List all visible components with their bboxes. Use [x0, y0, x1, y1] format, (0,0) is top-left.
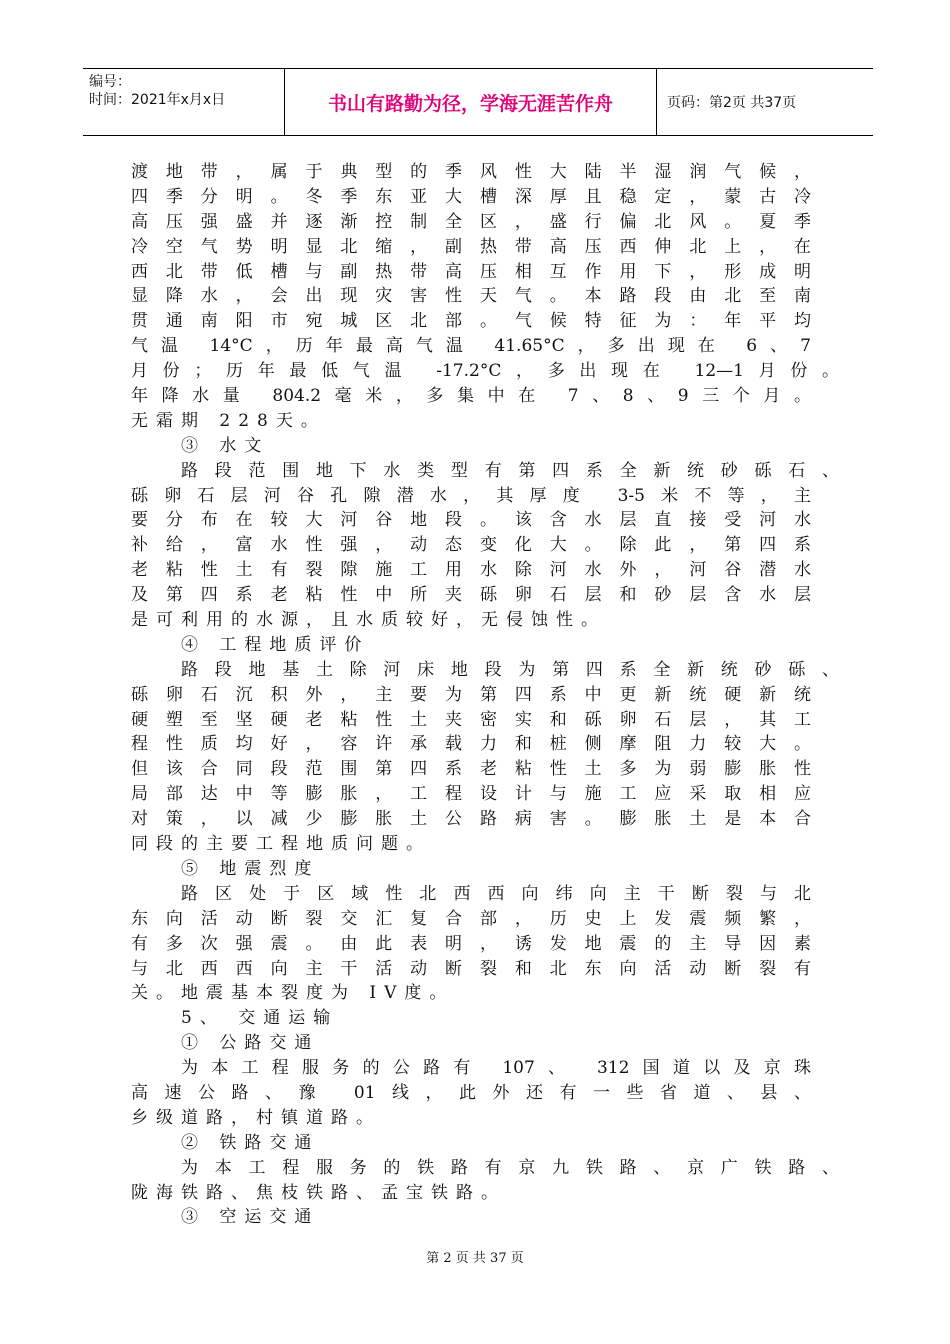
header-info — [83, 69, 285, 135]
text-line: 高速公路、豫 01线，此外还有一些省道、县、 — [131, 1082, 811, 1103]
text-line: 5、 交通运输 — [181, 1008, 339, 1029]
page-header — [83, 68, 873, 136]
text-line: 砾卵石层河谷孔隙潜水，其厚度 3-5米不等，主 — [131, 485, 811, 506]
text-line: 四季分明。冬季东亚大槽深厚且稳定，蒙古冷 — [131, 186, 811, 207]
text-line: 月份；历年最低气温 -17.2°C，多出现在 12—1月份。 — [131, 361, 839, 382]
text-line: 气温 14°C，历年最高气温 41.65°C，多出现在 6、7 — [131, 336, 811, 357]
text-line: 路段地基土除河床地段为第四系全新统砂砾、 — [181, 659, 839, 680]
document-body — [131, 160, 841, 1230]
text-line: 硬塑至坚硬老粘性土夹密实和砾卵石层，其工 — [131, 709, 811, 730]
text-line: 西北带低槽与副热带高压相互作用下，形成明 — [131, 261, 811, 282]
text-line: 局部达中等膨胀，工程设计与施工应采取相应 — [131, 784, 811, 805]
text-line: 补给，富水性强，动态变化大。除此，第四系 — [131, 535, 811, 556]
text-line: 为本工程服务的铁路有京九铁路、京广铁路、 — [181, 1157, 839, 1178]
text-line: 冷空气势明显北缩，副热带高压西伸北上，在 — [131, 236, 811, 257]
text-line: ② 铁路交通 — [181, 1132, 320, 1153]
header-motto: 书山有路勤为径，学海无涯苦作舟 — [285, 69, 657, 135]
text-line: 为本工程服务的公路有 107、 312国道以及京珠 — [181, 1058, 811, 1079]
text-line: 及第四系老粘性中所夹砾卵石层和砂层含水层 — [131, 585, 811, 606]
text-line: 显降水，会出现灾害性天气。本路段由北至南 — [131, 286, 811, 307]
text-line: 贯通南阳市宛城区北部。气候特征为：年平均 — [131, 311, 811, 332]
text-line: 有多次强震。由此表明，诱发地震的主导因素 — [131, 933, 811, 954]
text-line: 无霜期 228天。 — [131, 410, 326, 431]
footer-page-number: 第 2 页 共 37 页 — [426, 1251, 524, 1266]
text-line: 渡地带，属于典型的季风性大陆半湿润气候， — [131, 162, 811, 182]
text-line: 是可利用的水源，且水质较好，无侵蚀性。 — [131, 610, 606, 631]
text-line: 路段范围地下水类型有第四系全新统砂砾石、 — [181, 460, 839, 481]
text-line: 乡级道路，村镇道路。 — [131, 1107, 381, 1128]
header-page-code: 页码：第2页 共37页 — [667, 95, 797, 111]
text-line: 路区处于区域性北西西向纬向主干断裂与北 — [181, 883, 811, 904]
text-line: 陇海铁路、焦枝铁路、孟宝铁路。 — [131, 1182, 506, 1203]
text-line: 老粘性土有裂隙施工用水除河水外，河谷潜水 — [131, 560, 811, 581]
text-line: 东向活动断裂交汇复合部，历史上发震频繁， — [131, 908, 811, 929]
text-line: 与北西西向主干活动断裂和北东向活动断裂有 — [131, 958, 811, 979]
number-label: 编号： — [89, 74, 131, 90]
text-line: 程性质均好，容许承载力和桩侧摩阻力较大。 — [131, 734, 811, 755]
text-line: ① 公路交通 — [181, 1033, 320, 1054]
text-line: 年降水量 804.2毫米，多集中在 7、8、9三个月。 — [131, 386, 811, 407]
text-line: ④ 工程地质评价 — [181, 634, 370, 655]
text-line: 砾卵石沉积外，主要为第四系中更新统硬新统 — [131, 684, 811, 705]
text-line: 但该合同段范围第四系老粘性土多为弱膨胀性 — [131, 759, 811, 780]
text-line: ③ 水文 — [181, 435, 270, 456]
text-line: ⑤ 地震烈度 — [181, 858, 320, 879]
page-footer — [0, 1247, 950, 1266]
text-line: ③ 空运交通 — [181, 1207, 320, 1228]
text-line: 要分布在较大河谷地段。该含水层直接受河水 — [131, 510, 811, 531]
text-line: 关。地震基本裂度为 IV度。 — [131, 983, 455, 1004]
text-line: 同段的主要工程地质问题。 — [131, 834, 431, 855]
time-label: 时间：2021年x月x日 — [89, 92, 226, 108]
text-line: 对策，以减少膨胀土公路病害。膨胀土是本合 — [131, 809, 811, 830]
text-line: 高压强盛并逐渐控制全区，盛行偏北风。夏季 — [131, 211, 811, 232]
